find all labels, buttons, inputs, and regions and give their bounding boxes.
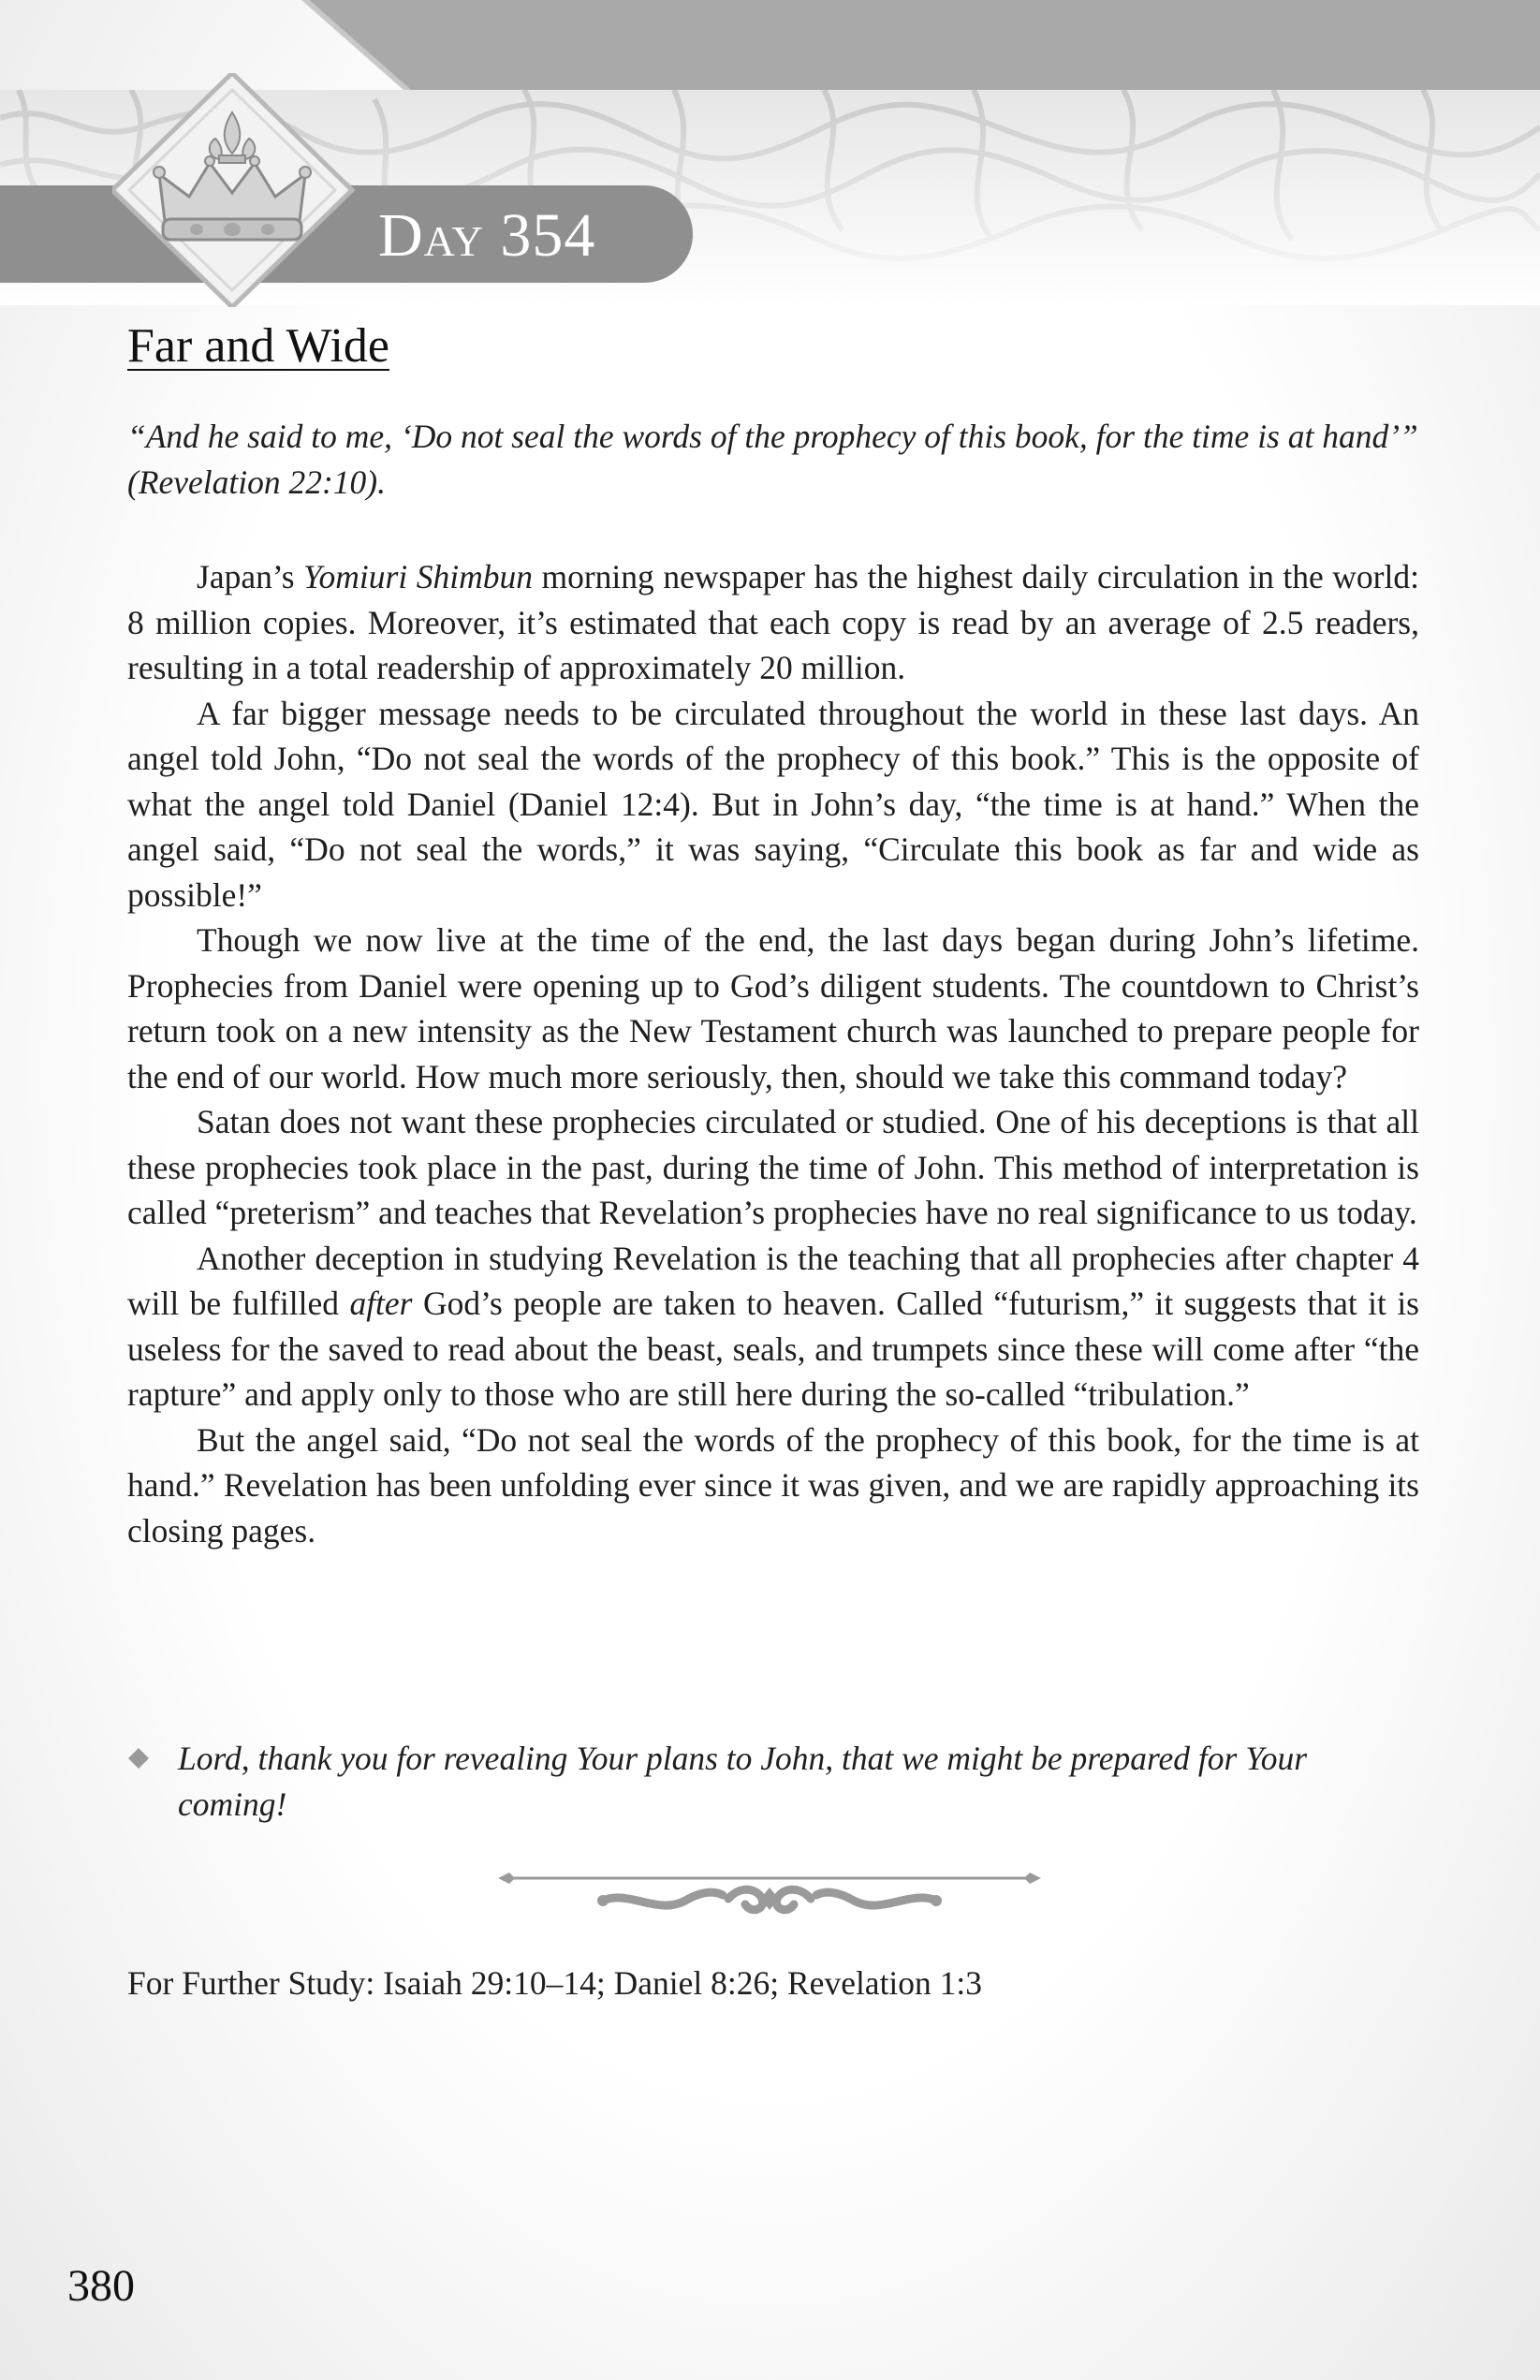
paragraph-text: Another deception in studying Revelation is the teaching that all prophecies after chapter 4 will be fulfilled xyxy=(127,1239,1419,1322)
prayer-text: Lord, thank you for revealing Your plans to John, that we might be prepared for Your coming! xyxy=(178,1740,1308,1823)
devotion-body xyxy=(127,554,1419,1553)
page-number: 380 xyxy=(67,2261,135,2311)
crown-icon xyxy=(112,73,393,307)
scripture-epigraph: “And he said to me, ‘Do not seal the words of the prophecy of this book, for the time is at hand’” (Revelation 22:10). xyxy=(127,418,1418,501)
emphasis-text: Yomiuri Shimbun xyxy=(303,558,533,595)
body-paragraph xyxy=(127,1099,1419,1236)
paragraph-text: But the angel said, “Do not seal the words of the prophecy of this book, for the time is at hand.” Revelation has been unfolding ever since it was given, and we are rapidly approaching its closing pages. xyxy=(127,1420,1419,1550)
body-paragraph xyxy=(127,918,1419,1099)
devotion-title: Far and Wide xyxy=(127,319,389,373)
day-label: Day 354 xyxy=(378,201,596,270)
body-paragraph xyxy=(127,554,1419,691)
diamond-bullet-icon xyxy=(127,1747,150,1770)
body-paragraph xyxy=(127,1418,1419,1554)
further-study: For Further Study: Isaiah 29:10–14; Daniel 8:26; Revelation 1:3 xyxy=(127,1964,983,2002)
emphasis-text: after xyxy=(349,1285,413,1322)
paragraph-text: God’s people are taken to heaven. Called “futurism,” it suggests that it is useless for the saved to read about the beast, seals, and trumpets since these will come after “the rapture” and apply only to those who are still here during the so-called “tribulation.” xyxy=(127,1285,1419,1413)
prayer-block xyxy=(127,1736,1419,1828)
body-paragraph xyxy=(127,691,1419,918)
paragraph-text: A far bigger message needs to be circulated throughout the world in these last days. An angel told John, “Do not seal the words of the prophecy of this book.” This is the opposite of what the angel told Daniel (Daniel 12:4). But in John’s day, “the time is at hand.” When the angel said, “Do not seal the words,” it was saying, “Circulate this book as far and wide as possible!” xyxy=(127,694,1419,914)
scroll-ornament-icon xyxy=(498,1861,1041,1932)
paragraph-text: morning newspaper has the highest daily circulation in the world: 8 million copies. Moreover, it’s estimated that each copy is read by an average of 2.5 readers, resulting in a total readership of approximately 20 million. xyxy=(127,558,1419,686)
paragraph-text: Though we now live at the time of the end, the last days began during John’s lifetime. Prophecies from Daniel were opening up to God’s diligent students. The countdown to Christ’s return took on a new intensity as the New Testament church was launched to prepare people for the end of our world. How much more seriously, then, should we take this command today? xyxy=(127,921,1419,1095)
paragraph-text: Satan does not want these prophecies circulated or studied. One of his deceptions is that all these prophecies took place in the past, during the time of John. This method of interpretation is called “preterism” and teaches that Revelation’s prophecies have no real significance to us today. xyxy=(127,1103,1419,1231)
body-paragraph xyxy=(127,1236,1419,1418)
paragraph-text: Japan’s xyxy=(197,558,304,595)
